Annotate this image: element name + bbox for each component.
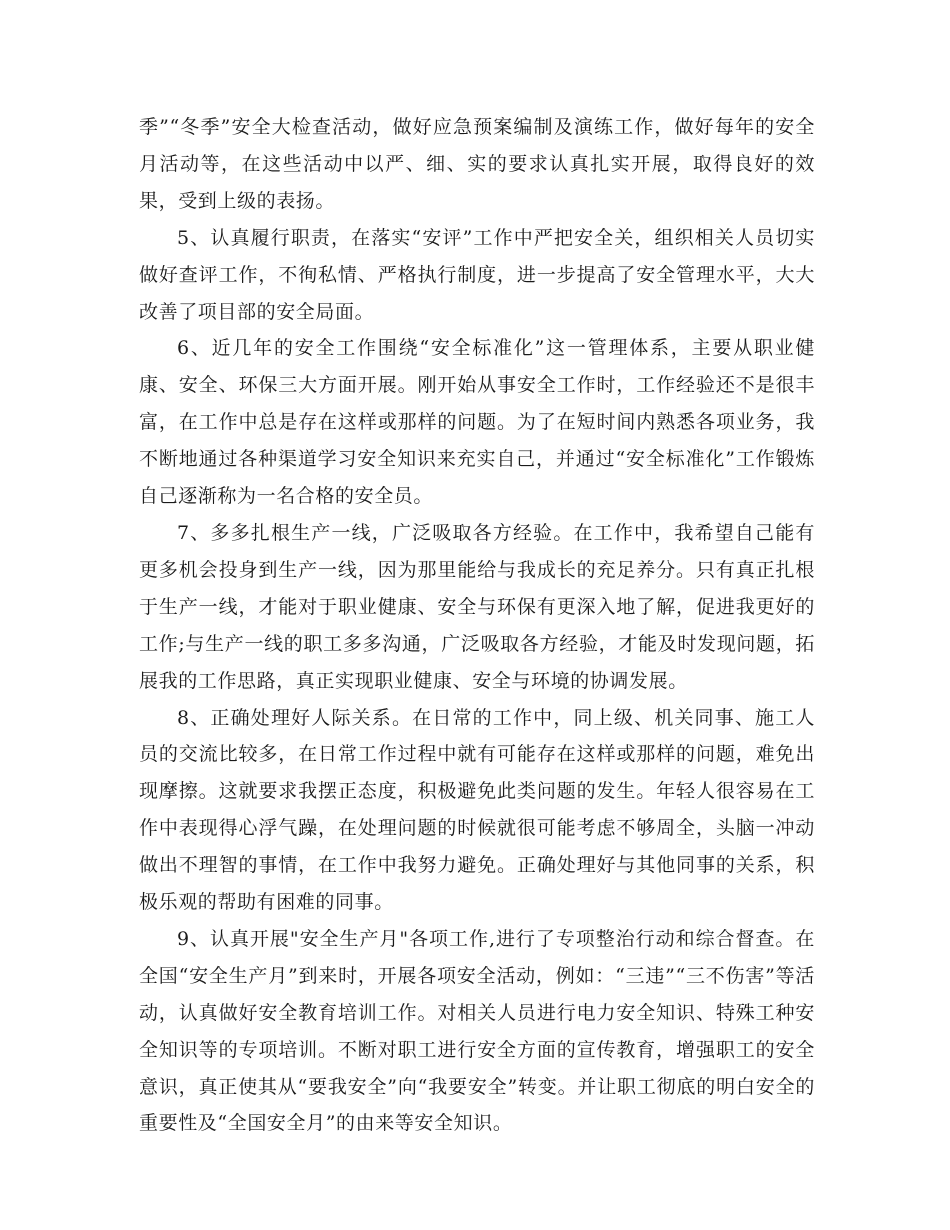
- paragraph-item-5: 5、认真履行职责，在落实“安评”工作中严把安全关，组织相关人员切实做好查评工作，不徇私情、严格执行制度，进一步提高了安全管理水平，大大改善了项目部的安全局面。: [139, 226, 815, 323]
- paragraph-item-8: 8、正确处理好人际关系。在日常的工作中，同上级、机关同事、施工人员的交流比较多，在日常工作过程中就有可能存在这样或那样的问题，难免出现摩擦。这就要求我摆正态度，积极避免此类问题的发生。年轻人很容易在工作中表现得心浮气躁，在处理问题的时候就很可能考虑不够周全，头脑一冲动做出不理智的事情，在工作中我努力避免。正确处理好与其他同事的关系，积极乐观的帮助有困难的同事。: [139, 706, 815, 914]
- paragraph-continuation: 季”“冬季”安全大检查活动，做好应急预案编制及演练工作，做好每年的安全月活动等，在这些活动中以严、细、实的要求认真扎实开展，取得良好的效果，受到上级的表扬。: [139, 116, 815, 212]
- paragraph-item-7: 7、多多扎根生产一线，广泛吸取各方经验。在工作中，我希望自己能有更多机会投身到生产一线，因为那里能给与我成长的充足养分。只有真正扎根于生产一线，才能对于职业健康、安全与环保有更深入地了解，促进我更好的工作;与生产一线的职工多多沟通，广泛吸取各方经验，才能及时发现问题，拓展我的工作思路，真正实现职业健康、安全与环境的协调发展。: [139, 521, 815, 692]
- document-body: [139, 109, 815, 1142]
- paragraph-item-9: 9、认真开展"安全生产月"各项工作,进行了专项整治行动和综合督查。在全国“安全生产月”到来时，开展各项安全活动，例如：“三违”“三不伤害”等活动，认真做好安全教育培训工作。对相关人员进行电力安全知识、特殊工种安全知识等的专项培训。不断对职工进行安全方面的宣传教育，增强职工的安全意识，真正使其从“要我安全”向“我要安全”转变。并让职工彻底的明白安全的重要性及“全国安全月”的由来等安全知识。: [139, 927, 815, 1135]
- paragraph-item-6: 6、近几年的安全工作围绕“安全标准化”这一管理体系，主要从职业健康、安全、环保三大方面开展。刚开始从事安全工作时，工作经验还不是很丰富，在工作中总是存在这样或那样的问题。为了在短时间内熟悉各项业务，我不断地通过各种渠道学习安全知识来充实自己，并通过“安全标准化”工作锻炼自己逐渐称为一名合格的安全员。: [139, 337, 815, 508]
